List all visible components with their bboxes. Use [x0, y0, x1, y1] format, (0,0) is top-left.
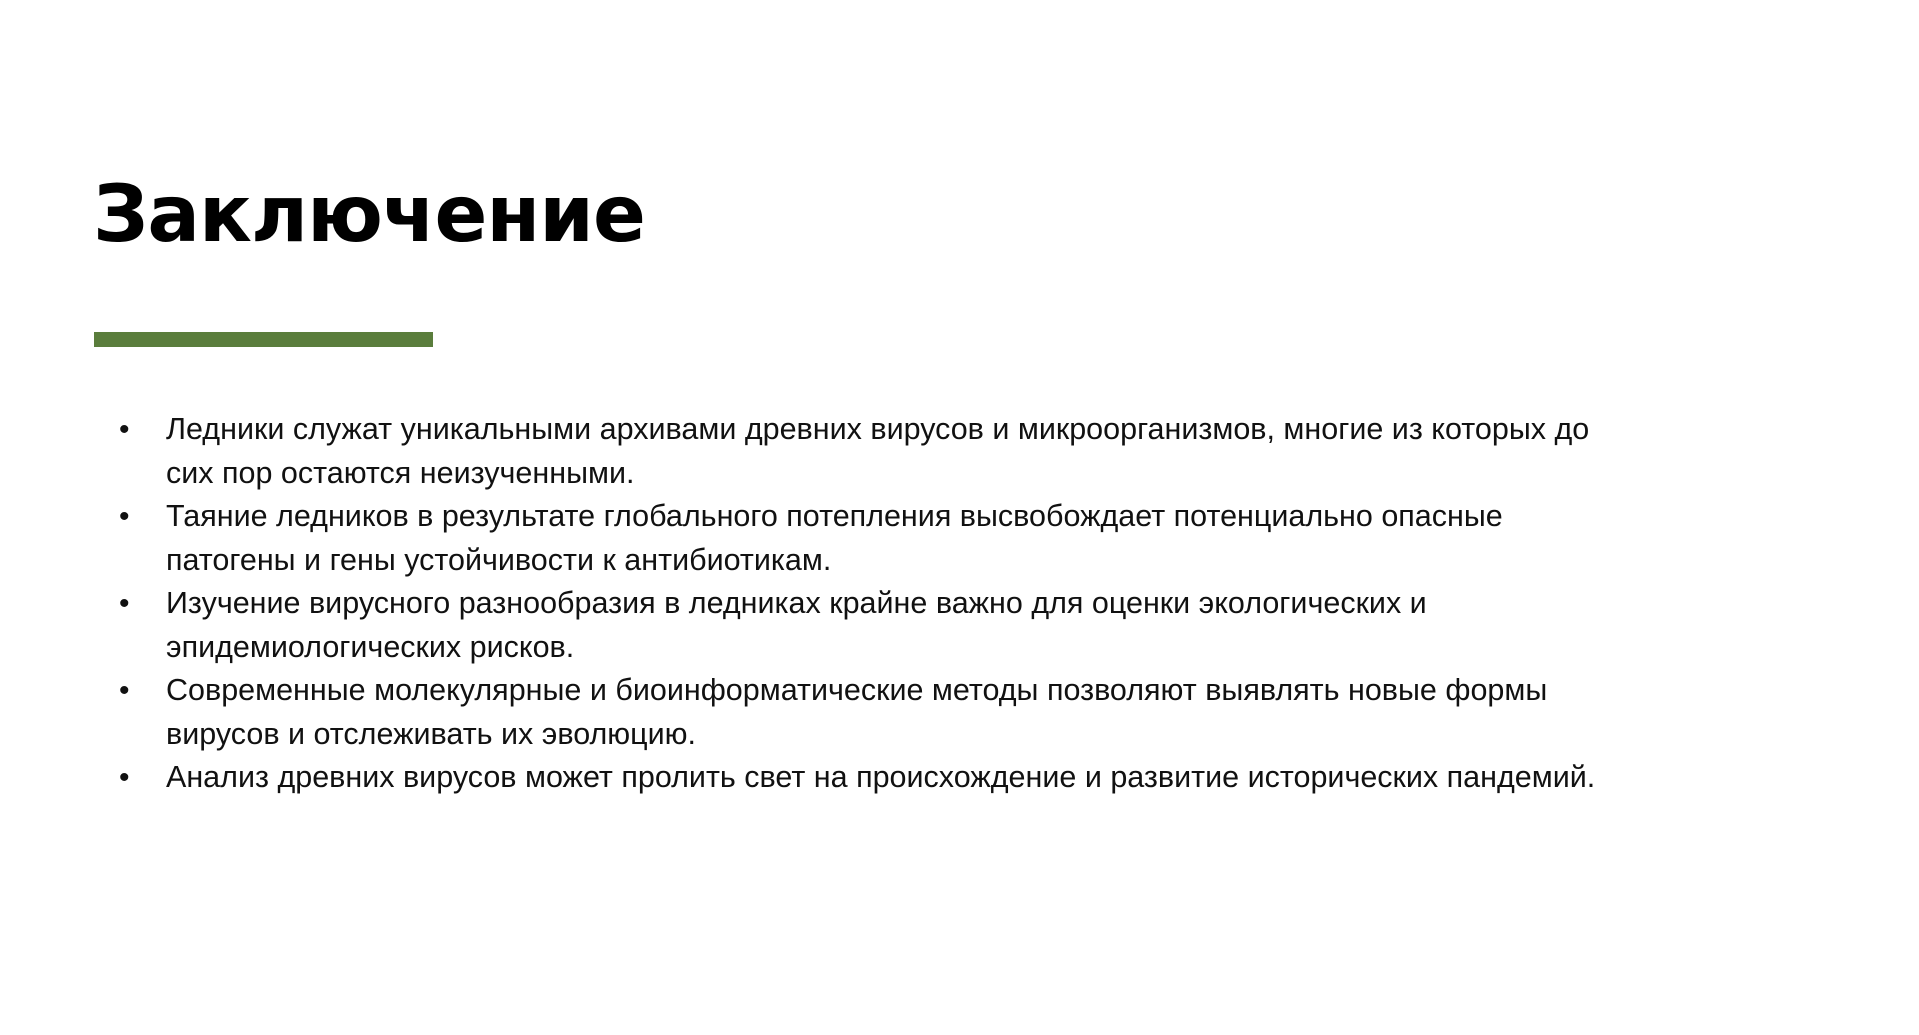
bullet-text-line: Таяние ледников в результате глобального потепления высвобождает потенциально опасные [166, 499, 1503, 533]
title-accent-bar [94, 332, 433, 347]
bullet-text-line: Современные молекулярные и биоинформатические методы позволяют выявлять новые формы [166, 673, 1548, 707]
bullet-dot-icon: • [119, 674, 130, 707]
bullet-item [117, 669, 1817, 756]
bullet-dot-icon: • [119, 587, 130, 620]
bullet-item [117, 408, 1817, 495]
bullet-text-line: эпидемиологических рисков. [166, 629, 575, 664]
bullet-text-line: Изучение вирусного разнообразия в ледниках крайне важно для оценки экологических и [166, 586, 1427, 620]
bullet-text-line: Ледники служат уникальными архивами древних вирусов и микроорганизмов, многие из которых до [166, 412, 1590, 446]
bullet-text-line: патогены и гены устойчивости к антибиотикам. [166, 542, 832, 577]
bullet-item [117, 582, 1817, 669]
bullet-item [117, 495, 1817, 582]
slide-title: Заключение [93, 170, 645, 260]
bullet-text-line: Анализ древних вирусов может пролить свет на происхождение и развитие исторических пандемий. [166, 760, 1596, 794]
bullet-list [117, 408, 1817, 800]
bullet-text-line: сих пор остаются неизученными. [166, 455, 635, 490]
bullet-text-line: вирусов и отслеживать их эволюцию. [166, 716, 697, 751]
bullet-dot-icon: • [119, 761, 130, 794]
bullet-item [117, 756, 1817, 800]
bullet-dot-icon: • [119, 413, 130, 446]
bullet-dot-icon: • [119, 500, 130, 533]
